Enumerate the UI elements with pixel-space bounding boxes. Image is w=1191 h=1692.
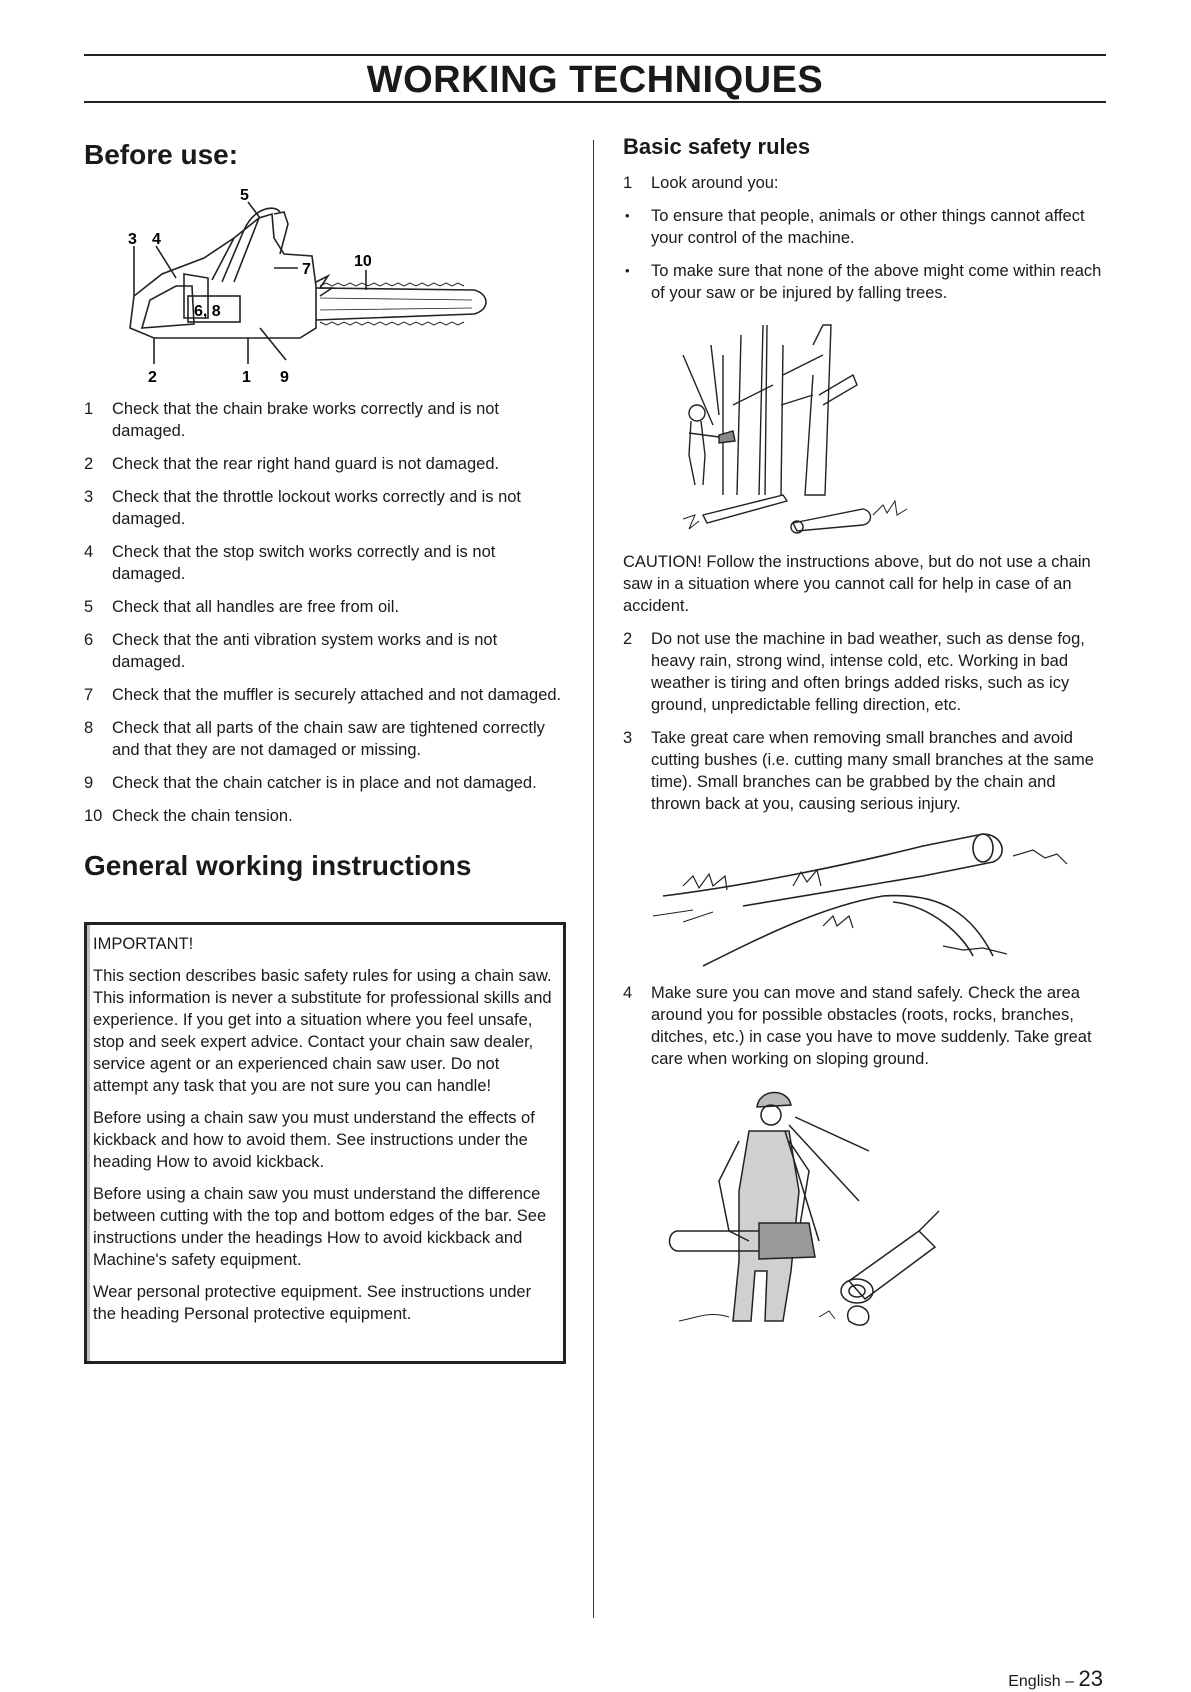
operator-with-saw-illustration bbox=[659, 1081, 979, 1341]
list-item: 1 Check that the chain brake works correctly and is not damaged. bbox=[84, 400, 500, 440]
callout-7: 7 bbox=[302, 261, 311, 278]
important-paragraph: Before using a chain saw you must understand the effects of kickback and how to avoid them. See instructions under the heading How to avoid kickback. bbox=[93, 1109, 535, 1171]
list-item: 2 Do not use the machine in bad weather, such as dense fog, heavy rain, strong wind, intense cold, etc. Working in bad weather is tiring and often brings added risks, such as icy ground, unpredictable felling direction, etc. bbox=[623, 630, 1085, 714]
branches-illustration bbox=[623, 826, 1083, 976]
list-item: 3 Take great care when removing small branches and avoid cutting bushes (i.e. cutting many small branches at the same time). Small branches can be grabbed by the chain and thrown back at you, causing serious injury. bbox=[623, 729, 1094, 813]
list-item: 3 Check that the throttle lockout works correctly and is not damaged. bbox=[84, 488, 522, 528]
page-title: WORKING TECHNIQUES bbox=[366, 59, 824, 101]
header-rule-bottom bbox=[84, 101, 1106, 103]
page-number: 23 bbox=[1078, 1666, 1103, 1691]
callout-9: 9 bbox=[280, 369, 289, 386]
callout-1: 1 bbox=[242, 369, 251, 386]
important-paragraph: Before using a chain saw you must understand the difference between cutting with the top and bottom edges of the bar. See instructions under the headings How to avoid kickback and Machine's safety equipment. bbox=[93, 1185, 547, 1269]
right-column bbox=[623, 132, 1105, 1341]
list-item: 6 Check that the anti vibration system works and is not damaged. bbox=[84, 631, 498, 671]
list-item: • To ensure that people, animals or other things cannot affect your control of the machine. bbox=[623, 205, 1105, 249]
list-item: 4 Check that the stop switch works correctly and is not damaged. bbox=[84, 543, 496, 583]
list-item: 9 Check that the chain catcher is in place and not damaged. bbox=[84, 774, 537, 792]
before-use-heading: Before use: bbox=[84, 139, 239, 170]
footer-separator: – bbox=[1065, 1673, 1075, 1690]
basic-safety-heading: Basic safety rules bbox=[623, 134, 811, 159]
felling-area-illustration bbox=[663, 315, 963, 545]
list-item: • To make sure that none of the above might come within reach of your saw or be injured by falling trees. bbox=[623, 260, 1105, 304]
callout-4: 4 bbox=[152, 231, 161, 248]
page-footer bbox=[1008, 1666, 1103, 1692]
list-item: 10 Check the chain tension. bbox=[84, 807, 293, 825]
look-around-bullets bbox=[623, 205, 1105, 304]
list-item: 8 Check that all parts of the chain saw are tightened correctly and that they are not damaged or missing. bbox=[84, 719, 545, 759]
important-notice-box bbox=[84, 922, 566, 1364]
list-item: 2 Check that the rear right hand guard is not damaged. bbox=[84, 455, 500, 473]
important-paragraph: Wear personal protective equipment. See instructions under the heading Personal protective equipment. bbox=[93, 1283, 532, 1323]
callout-6-8: 6, 8 bbox=[194, 303, 221, 320]
list-item: 1 Look around you: bbox=[623, 174, 779, 192]
general-working-heading: General working instructions bbox=[84, 850, 472, 881]
safety-items-2-3 bbox=[623, 628, 1105, 815]
header-rule-top bbox=[84, 54, 1106, 56]
list-item: 7 Check that the muffler is securely attached and not damaged. bbox=[84, 686, 562, 704]
caution-text: CAUTION! Follow the instructions above, but do not use a chain saw in a situation where you cannot call for help in case of an accident. bbox=[623, 553, 1091, 615]
callout-10: 10 bbox=[354, 253, 372, 270]
safety-item-4 bbox=[623, 982, 1105, 1070]
list-item: 4 Make sure you can move and stand safely. Check the area around you for possible obstacles (roots, rocks, branches, ditches, etc.) in case you have to move suddenly. Take great care when working on sloping ground. bbox=[623, 984, 1092, 1068]
important-paragraph: This section describes basic safety rules for using a chain saw. This information is never a substitute for professional skills and experience. If you get into a situation where you feel unsafe, stop and seek expert advice. Contact your chain saw dealer, service agent or an experienced chain saw user. Do not attempt any task that you are not sure you can handle! bbox=[93, 967, 552, 1095]
list-item: 5 Check that all handles are free from oil. bbox=[84, 598, 400, 616]
left-column bbox=[84, 130, 570, 883]
callout-2: 2 bbox=[148, 369, 157, 386]
footer-language: English bbox=[1008, 1673, 1061, 1690]
safety-item-1 bbox=[623, 172, 1105, 194]
callout-5: 5 bbox=[240, 187, 249, 204]
column-divider bbox=[593, 140, 594, 1618]
chainsaw-diagram bbox=[84, 178, 504, 388]
callout-3: 3 bbox=[128, 231, 137, 248]
important-title: IMPORTANT! bbox=[93, 935, 194, 953]
before-use-checklist bbox=[84, 398, 570, 827]
